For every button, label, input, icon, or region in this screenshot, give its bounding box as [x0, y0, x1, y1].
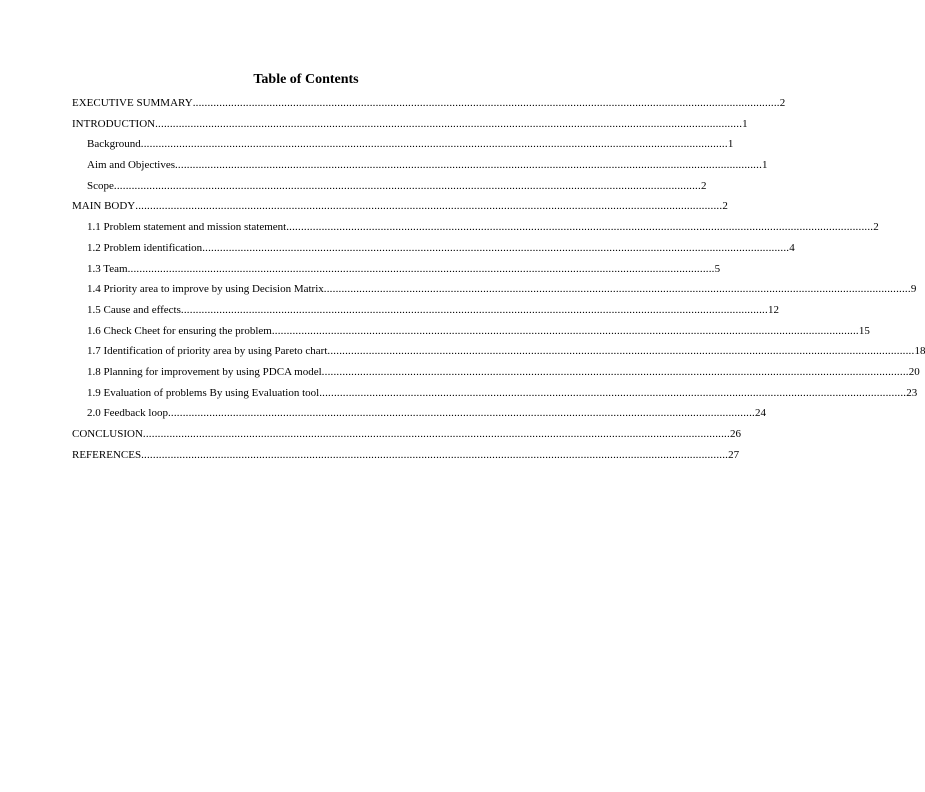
toc-entry[interactable] [87, 158, 768, 179]
toc-entry-page-number: 27 [728, 448, 740, 461]
toc-entry[interactable] [87, 137, 734, 158]
table-of-contents [72, 96, 925, 468]
toc-entry[interactable] [72, 117, 748, 138]
toc-entry-page-number: 12 [767, 303, 779, 316]
toc-entry-page-number: 9 [910, 283, 917, 296]
dot-leader: ....................................................................................................................................................................................................... [286, 221, 874, 234]
dot-leader: ....................................................................................................................................................................................................... [319, 386, 907, 399]
toc-entry[interactable] [72, 96, 786, 117]
dot-leader: ....................................................................................................................................................................................................... [155, 117, 743, 130]
toc-entry-page-number: 18 [914, 345, 925, 358]
dot-leader: ....................................................................................................................................................................................................... [141, 448, 729, 461]
toc-entry-page-number: 4 [789, 241, 795, 254]
toc-entry-page-number: 2 [722, 200, 728, 213]
toc-entry[interactable] [87, 406, 767, 427]
dot-leader: ....................................................................................................................................................................................................... [321, 365, 909, 378]
dot-leader: ....................................................................................................................................................................................................... [271, 324, 859, 337]
toc-entry[interactable] [87, 179, 707, 200]
toc-entry-title: INTRODUCTION [72, 117, 156, 130]
toc-entry-page-number: 15 [858, 324, 870, 337]
toc-entry-title: MAIN BODY [72, 200, 136, 213]
toc-entry-title: Aim and Objectives [87, 159, 175, 172]
toc-entry-title: 1.1 Problem statement and mission statement [87, 221, 287, 234]
dot-leader: ....................................................................................................................................................................................................... [142, 428, 730, 440]
toc-entry-page-number: 23 [906, 386, 918, 399]
toc-entry-title: 1.9 Evaluation of problems By using Evaluation tool [87, 386, 320, 399]
toc-entry-page-number: 2 [700, 179, 707, 192]
toc-entry-title: 1.2 Problem identification [87, 241, 203, 254]
toc-entry[interactable] [72, 448, 740, 469]
toc-entry-page-number: 1 [742, 117, 748, 130]
toc-entry[interactable] [87, 241, 795, 262]
toc-entry-page-number: 2 [873, 221, 879, 234]
toc-entry-title: 1.5 Cause and effects [87, 303, 181, 316]
toc-entry-title: REFERENCES [72, 448, 142, 461]
toc-entry-page-number: 1 [762, 159, 768, 172]
toc-entry-page-number: 1 [727, 138, 734, 151]
dot-leader: ....................................................................................................................................................................................................... [323, 283, 911, 296]
toc-entry-title: 2.0 Feedback loop [87, 407, 168, 420]
dot-leader: ....................................................................................................................................................................................................... [167, 407, 756, 420]
toc-entry-page-number: 5 [714, 262, 721, 275]
toc-entry[interactable] [87, 324, 870, 345]
toc-title: Table of Contents [253, 72, 359, 87]
toc-entry-page-number: 24 [755, 407, 767, 420]
toc-entry[interactable] [87, 344, 925, 365]
toc-entry-page-number: 26 [729, 428, 741, 440]
toc-entry-title: 1.6 Check Cheet for ensuring the problem [87, 324, 272, 337]
toc-entry-title: Background [87, 138, 141, 151]
dot-leader: ....................................................................................................................................................................................................... [174, 159, 763, 172]
toc-entry[interactable] [87, 386, 918, 407]
toc-entry-title: EXECUTIVE SUMMARY [72, 97, 193, 109]
toc-entry[interactable] [87, 220, 879, 241]
toc-entry[interactable] [87, 262, 721, 283]
dot-leader: ....................................................................................................................................................................................................... [192, 97, 780, 109]
toc-entry[interactable] [87, 365, 920, 386]
toc-entry-title: 1.4 Priority area to improve by using Decision Matrix [87, 283, 324, 296]
toc-entry[interactable] [87, 282, 917, 303]
toc-entry-title: 1.8 Planning for improvement by using PDCA model [87, 365, 322, 378]
toc-entry-title: CONCLUSION [72, 428, 143, 440]
dot-leader: ....................................................................................................................................................................................................... [202, 241, 790, 254]
toc-entry[interactable] [87, 303, 779, 324]
dot-leader: ....................................................................................................................................................................................................... [327, 345, 915, 358]
dot-leader: ....................................................................................................................................................................................................... [113, 179, 701, 192]
dot-leader: ....................................................................................................................................................................................................... [180, 303, 768, 316]
toc-entry-page-number: 20 [908, 365, 920, 378]
toc-entry[interactable] [72, 427, 741, 448]
toc-entry-title: 1.3 Team [87, 262, 128, 275]
dot-leader: ....................................................................................................................................................................................................... [127, 262, 715, 275]
dot-leader: ....................................................................................................................................................................................................... [140, 138, 728, 151]
toc-entry-page-number: 2 [779, 97, 786, 109]
toc-entry-title: 1.7 Identification of priority area by using Pareto chart [87, 345, 328, 358]
dot-leader: ....................................................................................................................................................................................................... [135, 200, 723, 213]
toc-entry[interactable] [72, 199, 728, 220]
toc-entry-title: Scope [87, 179, 114, 192]
